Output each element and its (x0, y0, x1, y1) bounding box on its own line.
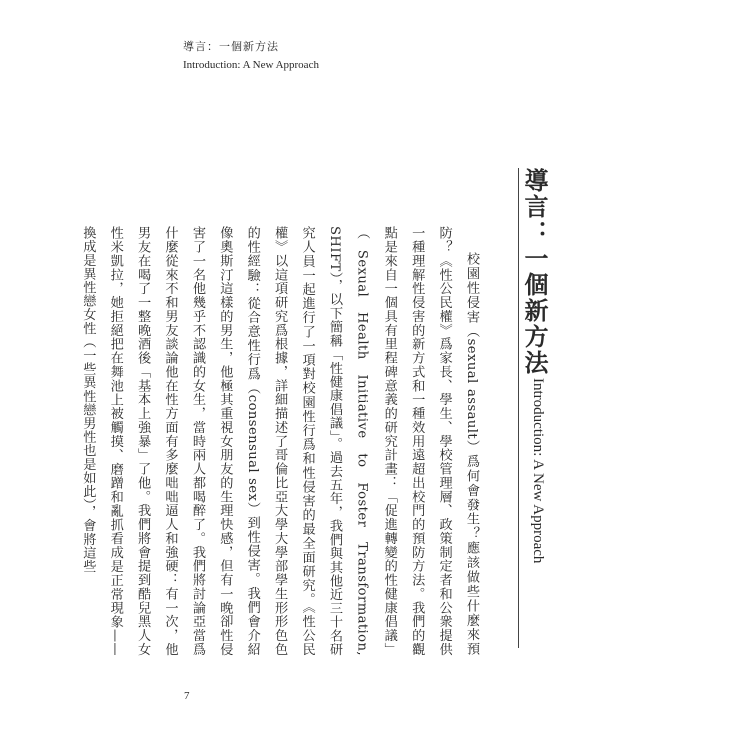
body-paragraph: 校園性侵害（sexual assault）爲何會發生？應該做些什麼來預防？《性公民權》爲家長、學生、學校管理層、政策制定者和公衆提供一種理解性侵害的新方式和一種效用遠超出校門的預防方法。我們的觀點是來自一個具有里程碑意義的研究計畫：「促進轉變的性健康倡議」（Sexual Health Initiative to Foster Transformation, SHIFT），以下簡稱「性健康倡議」。過去五年，我們與其他近三十名研究人員一起進行了一項對校園性行爲和性侵害的最全面研究。《性公民權》以這項研究爲根據，詳細描述了哥倫比亞大學大學部學生形形色色的性經驗：從合意性行爲（consensual sex）到性侵害。我們會介紹像奧斯汀這樣的男生，他極其重視女朋友的生理快感，但有一晚卻性侵害了一名他幾乎不認識的女生，當時兩人都喝醉了。我們將討論亞當爲什麼從來不和男友談論他在性方面有多麼咄咄逼人和強硬：有一次，他男友在喝了一整晚酒後「基本上強暴」了他。我們將會提到酷兒黑人女性米凱拉，她拒絕把在舞池上被觸摸、磨蹭和亂抓看成是正常現象——換成是異性戀女性（一些異性戀男性也是如此），會將這些 (80, 226, 479, 656)
page-number: 7 (184, 690, 190, 702)
running-head-english: Introduction: A New Approach (183, 59, 319, 71)
running-head-chinese: 導言：一個新方法 (183, 40, 279, 53)
body-text (80, 226, 485, 656)
chapter-subtitle: Introduction: A New Approach (530, 378, 546, 564)
chapter-title: 導言：一個新方法 (520, 168, 549, 376)
chapter-heading (520, 168, 549, 564)
chapter-divider-rule (518, 168, 519, 648)
